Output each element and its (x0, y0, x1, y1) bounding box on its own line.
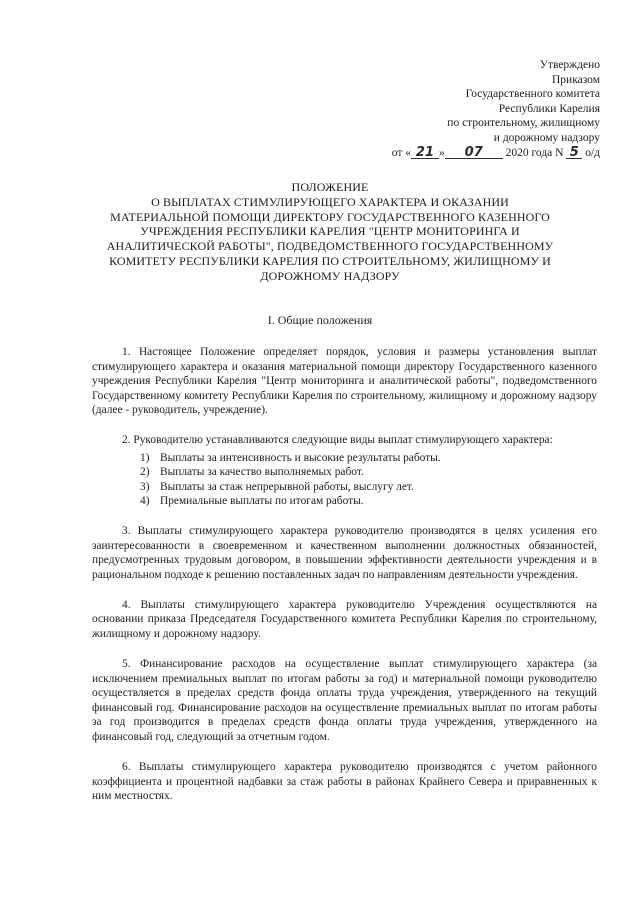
section-heading: I. Общие положения (267, 313, 373, 327)
list-item-text: Выплаты за интенсивность и высокие результаты работы. (160, 451, 441, 464)
approval-line: Приказом (551, 73, 600, 86)
approval-line: Утверждено (539, 59, 600, 71)
title-line: АНАЛИТИЧЕСКОЙ РАБОТЫ", ПОДВЕДОМСТВЕННОГО ГОСУДАРСТВЕННОМУ (106, 239, 554, 254)
date-prefix: от « (391, 146, 411, 159)
handwritten-order-number: 5 (566, 147, 582, 159)
approval-block (300, 58, 600, 160)
approval-date-line (300, 146, 600, 161)
list-item (140, 494, 597, 509)
approval-line: по строительному, жилищному (447, 117, 600, 130)
title-line: О ВЫПЛАТАХ СТИМУЛИРУЮЩЕГО ХАРАКТЕРА И ОКАЗАНИИ (151, 194, 509, 209)
title-line: ДОРОЖНОМУ НАДЗОРУ (260, 268, 400, 283)
list-item-text: Выплаты за стаж непрерывной работы, выслугу лет. (160, 480, 414, 493)
paragraph: 4. Выплаты стимулирующего характера руководителю Учреждения осуществляются на основании приказа Председателя Государственного комитета Республики Карелия по строительному, жилищному и дорожному надзору. (92, 598, 597, 640)
approval-line: Республики Карелия (498, 102, 600, 115)
title-line: ПОЛОЖЕНИЕ (291, 180, 369, 194)
date-mid: » (438, 146, 445, 159)
payment-types-list (140, 451, 597, 509)
list-item-number: 1) (140, 451, 150, 464)
list-item-number: 2) (140, 466, 150, 479)
title-line: КОМИТЕТУ РЕСПУБЛИКИ КАРЕЛИЯ ПО СТРОИТЕЛЬНОМУ, ЖИЛИЩНОМУ И (109, 253, 551, 268)
list-item-number: 3) (140, 480, 150, 493)
list-item-text: Выплаты за качество выполняемых работ. (160, 466, 364, 479)
list-item (140, 451, 597, 466)
paragraph: 5. Финансирование расходов на осуществление выплат стимулирующего характера (за исключением премиальных выплат по итогам работы за год) и материальной помощи руководителю осуществляется в пределах средств фонда оплаты труда учреждения, утвержденного на текущий финансовый год. Финансирование расходов на осуществление премиальных выплат по итогам работы за год производится в пределах средств фонда оплаты труда учреждения, утвержденного на финансовый год, следующий за отчетным годом. (92, 658, 597, 744)
handwritten-month: 07 (445, 147, 503, 159)
paragraph: 1. Настоящее Положение определяет порядок, условия и размеры установления выплат стимулирующего характера и оказания материальной помощи директору Государственного казенного учреждения Республики Карелия "Центр мониторинга и аналитической работы", подведомственного Государственному комитету Республики Карелия по строительному, жилищному и дорожному надзору (далее - руководитель, учреждение). (92, 346, 597, 417)
date-year: 2020 года N (505, 146, 564, 159)
paragraph: 6. Выплаты стимулирующего характера руководителю производятся с учетом районного коэффициента и процентной надбавки за стаж работы в районах Крайнего Севера и приравненных к ним местностях. (92, 761, 597, 803)
approval-line: и дорожному надзору (493, 131, 600, 144)
document-body (92, 345, 597, 819)
approval-line: Государственного комитета (465, 88, 600, 101)
paragraph: 2. Руководителю устанавливаются следующие виды выплат стимулирующего характера: (122, 434, 553, 447)
order-suffix: о/д (585, 146, 600, 159)
title-line: УЧРЕЖДЕНИЯ РЕСПУБЛИКИ КАРЕЛИЯ "ЦЕНТР МОНИТОРИНГА И (140, 224, 520, 239)
list-item (140, 480, 597, 495)
handwritten-day: 21 (411, 147, 439, 159)
list-item-text: Премиальные выплаты по итогам работы. (160, 495, 364, 508)
list-item-number: 4) (140, 495, 150, 508)
document-title (60, 180, 600, 284)
paragraph: 3. Выплаты стимулирующего характера руководителю производятся в целях усиления его заинтересованности в своевременном и качественном выполнении должностных обязанностей, предусмотренных трудовым договором, в повышении эффективности деятельности учреждения и в рациональном подходе к решению поставленных задач по направлениям деятельности учреждения. (92, 524, 597, 581)
list-item (140, 465, 597, 480)
title-line: МАТЕРИАЛЬНОЙ ПОМОЩИ ДИРЕКТОРУ ГОСУДАРСТВЕННОГО КАЗЕННОГО (110, 209, 550, 224)
